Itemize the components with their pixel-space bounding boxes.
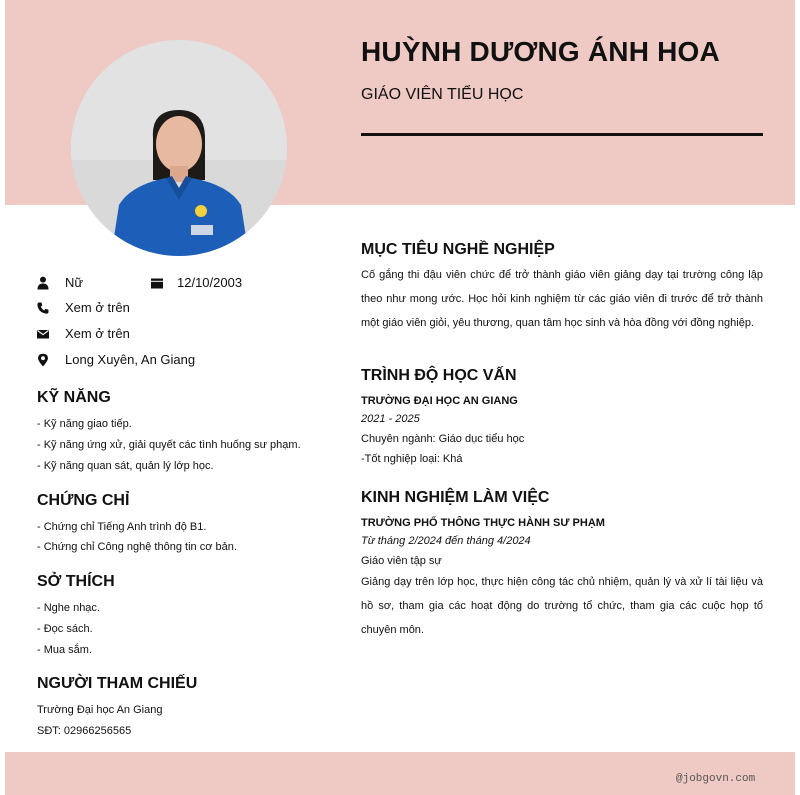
skill-item: - Kỹ năng ứng xử, giải quyết các tình huống sư phạm. (37, 439, 301, 451)
skills-title: KỸ NĂNG (37, 389, 111, 406)
candidate-name: HUỲNH DƯƠNG ÁNH HOA (361, 36, 720, 67)
hobby-item: - Nghe nhạc. (37, 602, 100, 614)
address-value: Long Xuyên, An Giang (65, 352, 196, 367)
contact-email (36, 326, 130, 341)
experience-role: Giáo viên tập sự (361, 555, 442, 567)
certificate-item: - Chứng chỉ Tiếng Anh trình độ B1. (37, 521, 207, 533)
certificates-title: CHỨNG CHỈ (37, 492, 130, 509)
education-school: TRƯỜNG ĐẠI HỌC AN GIANG (361, 395, 518, 407)
education-major: Chuyên ngành: Giáo dục tiểu học (361, 433, 525, 445)
experience-period: Từ tháng 2/2024 đến tháng 4/2024 (361, 535, 531, 547)
reference-item: SĐT: 02966256565 (37, 725, 132, 737)
objective-title: MỤC TIÊU NGHỀ NGHIỆP (361, 241, 555, 258)
contact-birthdate (150, 275, 242, 290)
hobbies-title: SỞ THÍCH (37, 573, 115, 590)
email-value: Xem ở trên (65, 326, 130, 341)
header-divider (361, 133, 763, 136)
phone-icon (36, 301, 50, 315)
education-grade: -Tốt nghiệp loại: Khá (361, 453, 463, 465)
birthdate-value: 12/10/2003 (177, 275, 243, 290)
objective-text: Cố gắng thi đậu viên chức để trở thành giáo viên giảng dạy tại trường công lập theo như mong ước. Học hỏi kinh nghiệm từ các giáo viên đi trước để trở thành một giáo viên giỏi, yêu thương, quan tâm học sinh và hòa đồng với đồng nghiệp. (361, 269, 763, 329)
skill-item: - Kỹ năng giao tiếp. (37, 418, 132, 430)
reference-item: Trường Đại học An Giang (37, 704, 163, 716)
experience-company: TRƯỜNG PHỔ THÔNG THỰC HÀNH SƯ PHẠM (361, 517, 605, 529)
location-pin-icon (36, 353, 50, 367)
education-period: 2021 - 2025 (361, 413, 420, 425)
footer-brand: @jobgovn.com (676, 773, 756, 785)
phone-value: Xem ở trên (65, 300, 130, 315)
gender-value: Nữ (65, 275, 84, 290)
hobby-item: - Mua sắm. (37, 644, 93, 656)
email-icon (36, 327, 50, 341)
certificate-item: - Chứng chỉ Công nghệ thông tin cơ bản. (37, 541, 237, 553)
calendar-icon (150, 276, 164, 290)
references-title: NGƯỜI THAM CHIẾU (37, 675, 198, 692)
experience-title: KINH NGHIỆM LÀM VIỆC (361, 489, 550, 506)
skill-item: - Kỹ năng quan sát, quản lý lớp học. (37, 460, 214, 472)
contact-phone (36, 300, 130, 315)
contact-gender (36, 275, 83, 290)
experience-description: Giảng dạy trên lớp học, thực hiện công tác chủ nhiệm, quản lý và xử lí tài liệu và hồ sơ, tham gia các hoạt động do trường tổ chức, tham gia các cuộc họp tổ chuyên môn. (361, 576, 763, 636)
education-title: TRÌNH ĐỘ HỌC VẤN (361, 367, 517, 384)
profile-photo-illustration (71, 40, 287, 256)
profile-photo (71, 40, 287, 256)
hobby-item: - Đọc sách. (37, 623, 93, 635)
job-title: GIÁO VIÊN TIỂU HỌC (361, 86, 524, 103)
contact-address (36, 352, 195, 367)
person-icon (36, 276, 50, 290)
